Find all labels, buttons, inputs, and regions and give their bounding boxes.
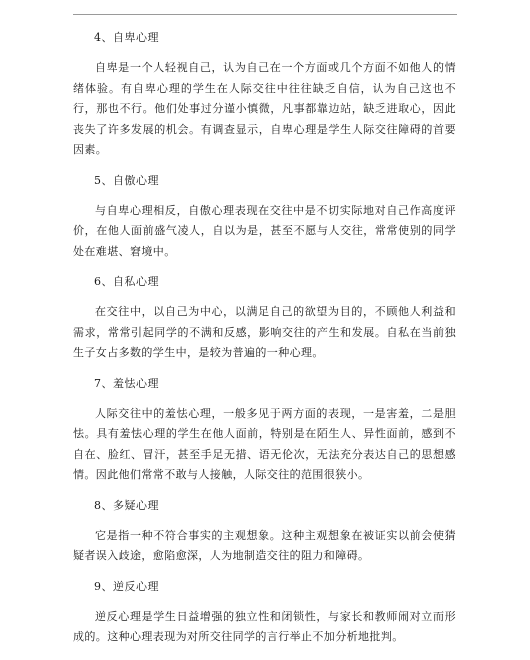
section-rebelliousness: [73, 579, 456, 648]
section-paragraph: 在交往中，以自己为中心，以满足自己的欲望为目的，不顾他人利益和需求，常常引起同学的不满和反感，影响交往的产生和发展。自私在当前独生子女占多数的学生中，是较为普遍的一种心理。: [73, 305, 456, 359]
section-heading: 4、自卑心理: [94, 31, 159, 44]
section-paragraph: 逆反心理是学生日益增强的独立性和闭锁性，与家长和教师闹对立而形成的。这种心理表现为对所交往同学的言行举止不加分析地批判。: [73, 609, 456, 643]
header-rule: [73, 14, 457, 15]
section-arrogance: [73, 173, 456, 263]
section-selfishness: [73, 274, 456, 364]
section-inferiority: [73, 30, 456, 161]
document-body: [73, 30, 456, 660]
section-heading: 6、自私心理: [94, 275, 159, 288]
section-shyness: [73, 376, 456, 486]
section-heading: 9、逆反心理: [94, 579, 159, 593]
section-paragraph: 与自卑心理相反，自傲心理表现在交往中是不切实际地对自己作高度评价，在他人面前盛气凌人，自以为是，甚至不愿与人交往，常常使别的同学处在难堪、窘境中。: [73, 203, 456, 258]
section-heading: 8、多疑心理: [94, 498, 159, 512]
section-paragraph: 人际交往中的羞怯心理，一般多见于两方面的表现，一是害羞，二是胆怯。具有羞怯心理的学生在他人面前，特别是在陌生人、异性面前，感到不自在、脸红、冒汗，甚至手足无措、语无伦次，无法充分表达自己的思想感情。因此他们常常不敢与人接触，人际交往的范围很狭小。: [73, 406, 456, 481]
section-paragraph: 它是指一种不符合事实的主观想象。这种主观想象在被证实以前会使猜疑者误入歧途，愈陷愈深，人为地制造交往的阻力和障碍。: [73, 528, 456, 562]
section-suspicion: [73, 498, 456, 567]
section-paragraph: 自卑是一个人轻视自己，认为自己在一个方面或几个方面不如他人的情绪体验。有自卑心理的学生在人际交往中往往缺乏自信，认为自己这也不行，那也不行。他们处事过分谨小慎微，凡事都靠边站，缺乏进取心，因此丧失了许多发展的机会。有调查显示，自卑心理是学生人际交往障碍的首要因素。: [73, 61, 456, 156]
section-heading: 7、羞怯心理: [94, 376, 159, 390]
section-heading: 5、自傲心理: [94, 173, 159, 187]
